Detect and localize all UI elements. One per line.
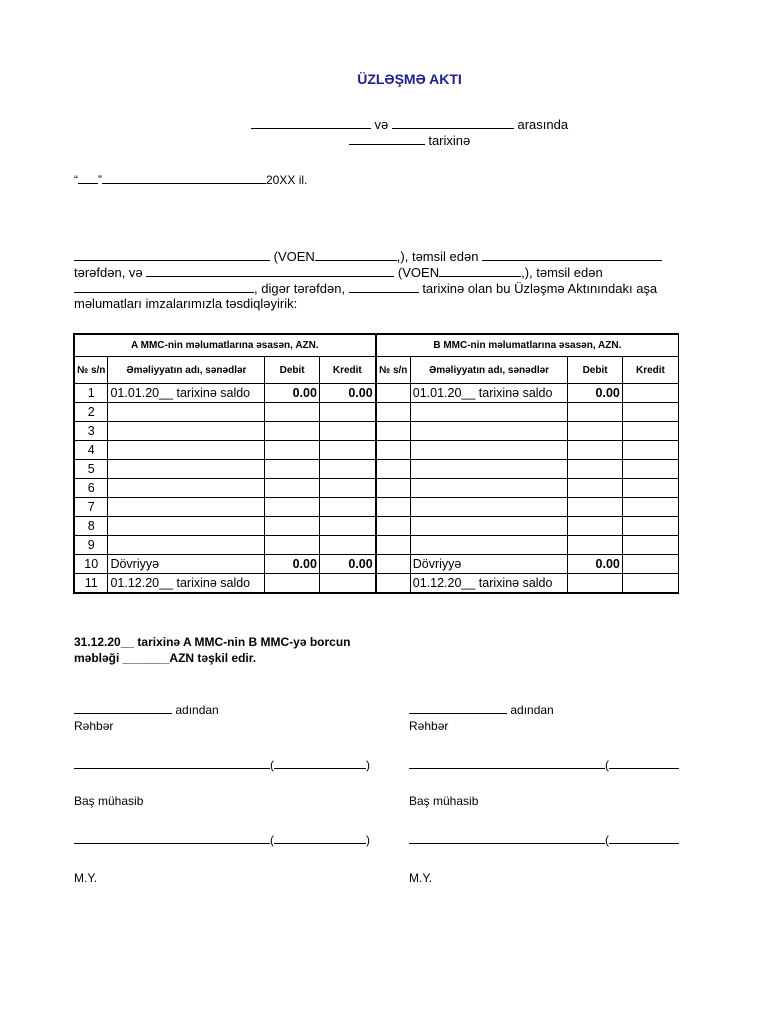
row-credit-right	[622, 574, 678, 594]
table-row	[74, 498, 679, 517]
row-name-right	[410, 403, 568, 422]
table-row	[74, 574, 679, 594]
row-number-right	[376, 479, 411, 498]
row-number-left: 5	[74, 460, 108, 479]
row-debit-left	[265, 517, 320, 536]
row-number-right	[376, 536, 411, 555]
blank-left-company	[74, 701, 172, 714]
row-number-left: 7	[74, 498, 108, 517]
col-credit-left: Kredit	[319, 357, 375, 384]
row-name-left: 01.12.20__ tarixinə saldo	[108, 574, 265, 594]
row-credit-right	[622, 422, 678, 441]
row-number-left: 2	[74, 403, 108, 422]
act-date-text: tarixinə olan bu Üzləşmə Aktınındakı aşa	[422, 281, 658, 296]
table-row	[74, 422, 679, 441]
row-debit-right	[568, 403, 623, 422]
row-debit-left	[265, 441, 320, 460]
right-director-name-line	[609, 756, 679, 769]
year-label: 20XX il.	[266, 173, 308, 187]
row-debit-right	[568, 574, 623, 594]
right-section-title: B MMC-nin məlumatlarına əsasən, AZN.	[376, 334, 679, 357]
header-date-line	[0, 132, 679, 148]
row-credit-right	[622, 555, 678, 574]
row-credit-right	[622, 536, 678, 555]
col-debit-left: Debit	[265, 357, 320, 384]
body-line-2	[74, 264, 603, 280]
row-credit-left	[319, 517, 375, 536]
blank-party-b	[392, 116, 514, 129]
row-credit-right	[622, 384, 678, 403]
col-sn-right: № s/n	[376, 357, 411, 384]
left-director-signature	[74, 756, 370, 772]
row-name-left: 01.01.20__ tarixinə saldo	[108, 384, 265, 403]
row-name-left	[108, 517, 265, 536]
blank-voen-2	[439, 264, 521, 277]
row-credit-left	[319, 479, 375, 498]
table-row	[74, 384, 679, 403]
left-accountant-signature	[74, 831, 370, 847]
col-debit-right: Debit	[568, 357, 623, 384]
document-title: ÜZLƏŞMƏ AKTI	[357, 71, 462, 87]
row-credit-right	[622, 441, 678, 460]
row-name-right	[410, 536, 568, 555]
row-credit-right	[622, 460, 678, 479]
right-on-behalf-label: adından	[510, 703, 554, 717]
left-seal-label: M.Y.	[74, 871, 98, 885]
row-credit-left	[319, 498, 375, 517]
row-number-right	[376, 384, 411, 403]
row-number-right	[376, 555, 411, 574]
row-name-left	[108, 422, 265, 441]
row-credit-right	[622, 479, 678, 498]
document-date	[74, 171, 307, 187]
right-director-label: Rəhbər	[409, 719, 449, 733]
blank-header-date	[349, 132, 425, 145]
quote-open: “	[74, 173, 78, 187]
row-debit-left	[265, 479, 320, 498]
blank-party-a	[251, 116, 371, 129]
table-row	[74, 403, 679, 422]
right-director-signature	[409, 756, 679, 772]
right-on-behalf	[409, 701, 554, 717]
row-number-right	[376, 517, 411, 536]
row-name-left	[108, 441, 265, 460]
row-credit-right	[622, 498, 678, 517]
right-accountant-label: Baş mühasib	[409, 794, 479, 808]
row-debit-left: 0.00	[265, 555, 320, 574]
left-on-behalf	[74, 701, 219, 717]
paren-close: )	[366, 758, 370, 772]
row-credit-left	[319, 422, 375, 441]
blank-day	[78, 171, 98, 184]
paren-open: (	[605, 833, 609, 847]
left-accountant-label: Baş mühasib	[74, 794, 144, 808]
row-name-right	[410, 498, 568, 517]
table-row	[74, 517, 679, 536]
row-credit-right	[622, 517, 678, 536]
col-name-left: Əməliyyatın adı, sənədlər	[108, 357, 265, 384]
blank-representative-1	[482, 248, 662, 261]
row-number-left: 8	[74, 517, 108, 536]
paren-open: (	[270, 833, 274, 847]
paren-open: (	[270, 758, 274, 772]
debt-summary	[74, 634, 351, 666]
row-number-left: 11	[74, 574, 108, 594]
row-name-left	[108, 498, 265, 517]
col-sn-left: № s/n	[74, 357, 108, 384]
row-debit-right: 0.00	[568, 555, 623, 574]
row-debit-right	[568, 441, 623, 460]
row-name-right: Dövriyyə	[410, 555, 568, 574]
row-number-left: 1	[74, 384, 108, 403]
row-number-left: 4	[74, 441, 108, 460]
row-number-right	[376, 460, 411, 479]
row-name-left	[108, 403, 265, 422]
blank-act-date	[349, 280, 419, 293]
blank-company-2	[146, 264, 394, 277]
left-accountant-sign-line	[74, 831, 270, 844]
row-credit-left	[319, 536, 375, 555]
body-line-3	[74, 280, 657, 296]
row-credit-left	[319, 403, 375, 422]
paren-close: )	[366, 833, 370, 847]
right-accountant-sign-line	[409, 831, 605, 844]
represented-by-1: ,), təmsil edən	[396, 249, 479, 264]
header-parties-line	[0, 116, 679, 132]
row-name-right	[410, 517, 568, 536]
row-debit-right	[568, 536, 623, 555]
table-row	[74, 479, 679, 498]
right-seal-label: M.Y.	[409, 871, 433, 885]
row-number-right	[376, 498, 411, 517]
table-row	[74, 460, 679, 479]
row-name-left: Dövriyyə	[108, 555, 265, 574]
row-name-right	[410, 422, 568, 441]
row-name-left	[108, 536, 265, 555]
body-line-1	[74, 248, 662, 264]
table-row	[74, 555, 679, 574]
row-number-left: 9	[74, 536, 108, 555]
row-name-right: 01.01.20__ tarixinə saldo	[410, 384, 568, 403]
row-debit-left	[265, 422, 320, 441]
row-debit-left	[265, 498, 320, 517]
row-debit-left	[265, 460, 320, 479]
quote-close: ”	[98, 173, 102, 187]
left-director-sign-line	[74, 756, 270, 769]
row-credit-left: 0.00	[319, 555, 375, 574]
row-name-right	[410, 460, 568, 479]
other-side: , digər tərəfdən,	[254, 281, 346, 296]
row-debit-left: 0.00	[265, 384, 320, 403]
body-line-4	[74, 296, 297, 311]
left-section-title: A MMC-nin məlumatlarına əsasən, AZN.	[74, 334, 376, 357]
row-debit-right	[568, 517, 623, 536]
row-name-right: 01.12.20__ tarixinə saldo	[410, 574, 568, 594]
confirm-text: məlumatları imzalarımızla təsdiqləyirik:	[74, 296, 298, 311]
row-debit-right	[568, 498, 623, 517]
row-number-left: 6	[74, 479, 108, 498]
row-credit-right	[622, 403, 678, 422]
summary-line-1: 31.12.20__ tarixinə A MMC-nin B MMC-yə borcun	[74, 635, 351, 649]
right-accountant-signature	[409, 831, 679, 847]
row-credit-left	[319, 460, 375, 479]
row-number-right	[376, 403, 411, 422]
side-and: tərəfdən, və	[74, 265, 143, 280]
col-name-right: Əməliyyatın adı, sənədlər	[410, 357, 568, 384]
row-credit-left	[319, 574, 375, 594]
blank-representative-2	[74, 280, 254, 293]
left-on-behalf-label: adından	[175, 703, 219, 717]
row-debit-left	[265, 536, 320, 555]
header-between: arasında	[517, 117, 569, 132]
left-director-label: Rəhbər	[74, 719, 114, 733]
header-and: və	[374, 117, 389, 132]
right-accountant-name-line	[609, 831, 679, 844]
row-number-left: 10	[74, 555, 108, 574]
blank-month	[102, 171, 266, 184]
represented-by-2: ,), təmsil edən	[521, 265, 603, 280]
left-accountant-name-line	[274, 831, 366, 844]
row-debit-right: 0.00	[568, 384, 623, 403]
row-debit-right	[568, 422, 623, 441]
row-debit-right	[568, 479, 623, 498]
blank-voen-1	[315, 248, 397, 261]
reconciliation-table	[73, 333, 679, 594]
summary-line-2: məbləği _______AZN təşkil edir.	[74, 651, 257, 665]
row-debit-left	[265, 403, 320, 422]
col-credit-right: Kredit	[622, 357, 678, 384]
right-director-sign-line	[409, 756, 605, 769]
row-credit-left: 0.00	[319, 384, 375, 403]
row-debit-left	[265, 574, 320, 594]
row-debit-right	[568, 460, 623, 479]
paren-open: (	[605, 758, 609, 772]
row-number-left: 3	[74, 422, 108, 441]
row-name-left	[108, 460, 265, 479]
row-number-right	[376, 441, 411, 460]
left-director-name-line	[274, 756, 366, 769]
voen-label-2: (VOEN	[397, 265, 440, 280]
table-row	[74, 536, 679, 555]
row-name-right	[410, 441, 568, 460]
row-number-right	[376, 574, 411, 594]
row-name-right	[410, 479, 568, 498]
blank-company-1	[74, 248, 270, 261]
table-row	[74, 441, 679, 460]
voen-label-1: (VOEN	[273, 249, 315, 264]
row-number-right	[376, 422, 411, 441]
row-name-left	[108, 479, 265, 498]
header-date-label: tarixinə	[428, 133, 471, 148]
blank-right-company	[409, 701, 507, 714]
row-credit-left	[319, 441, 375, 460]
